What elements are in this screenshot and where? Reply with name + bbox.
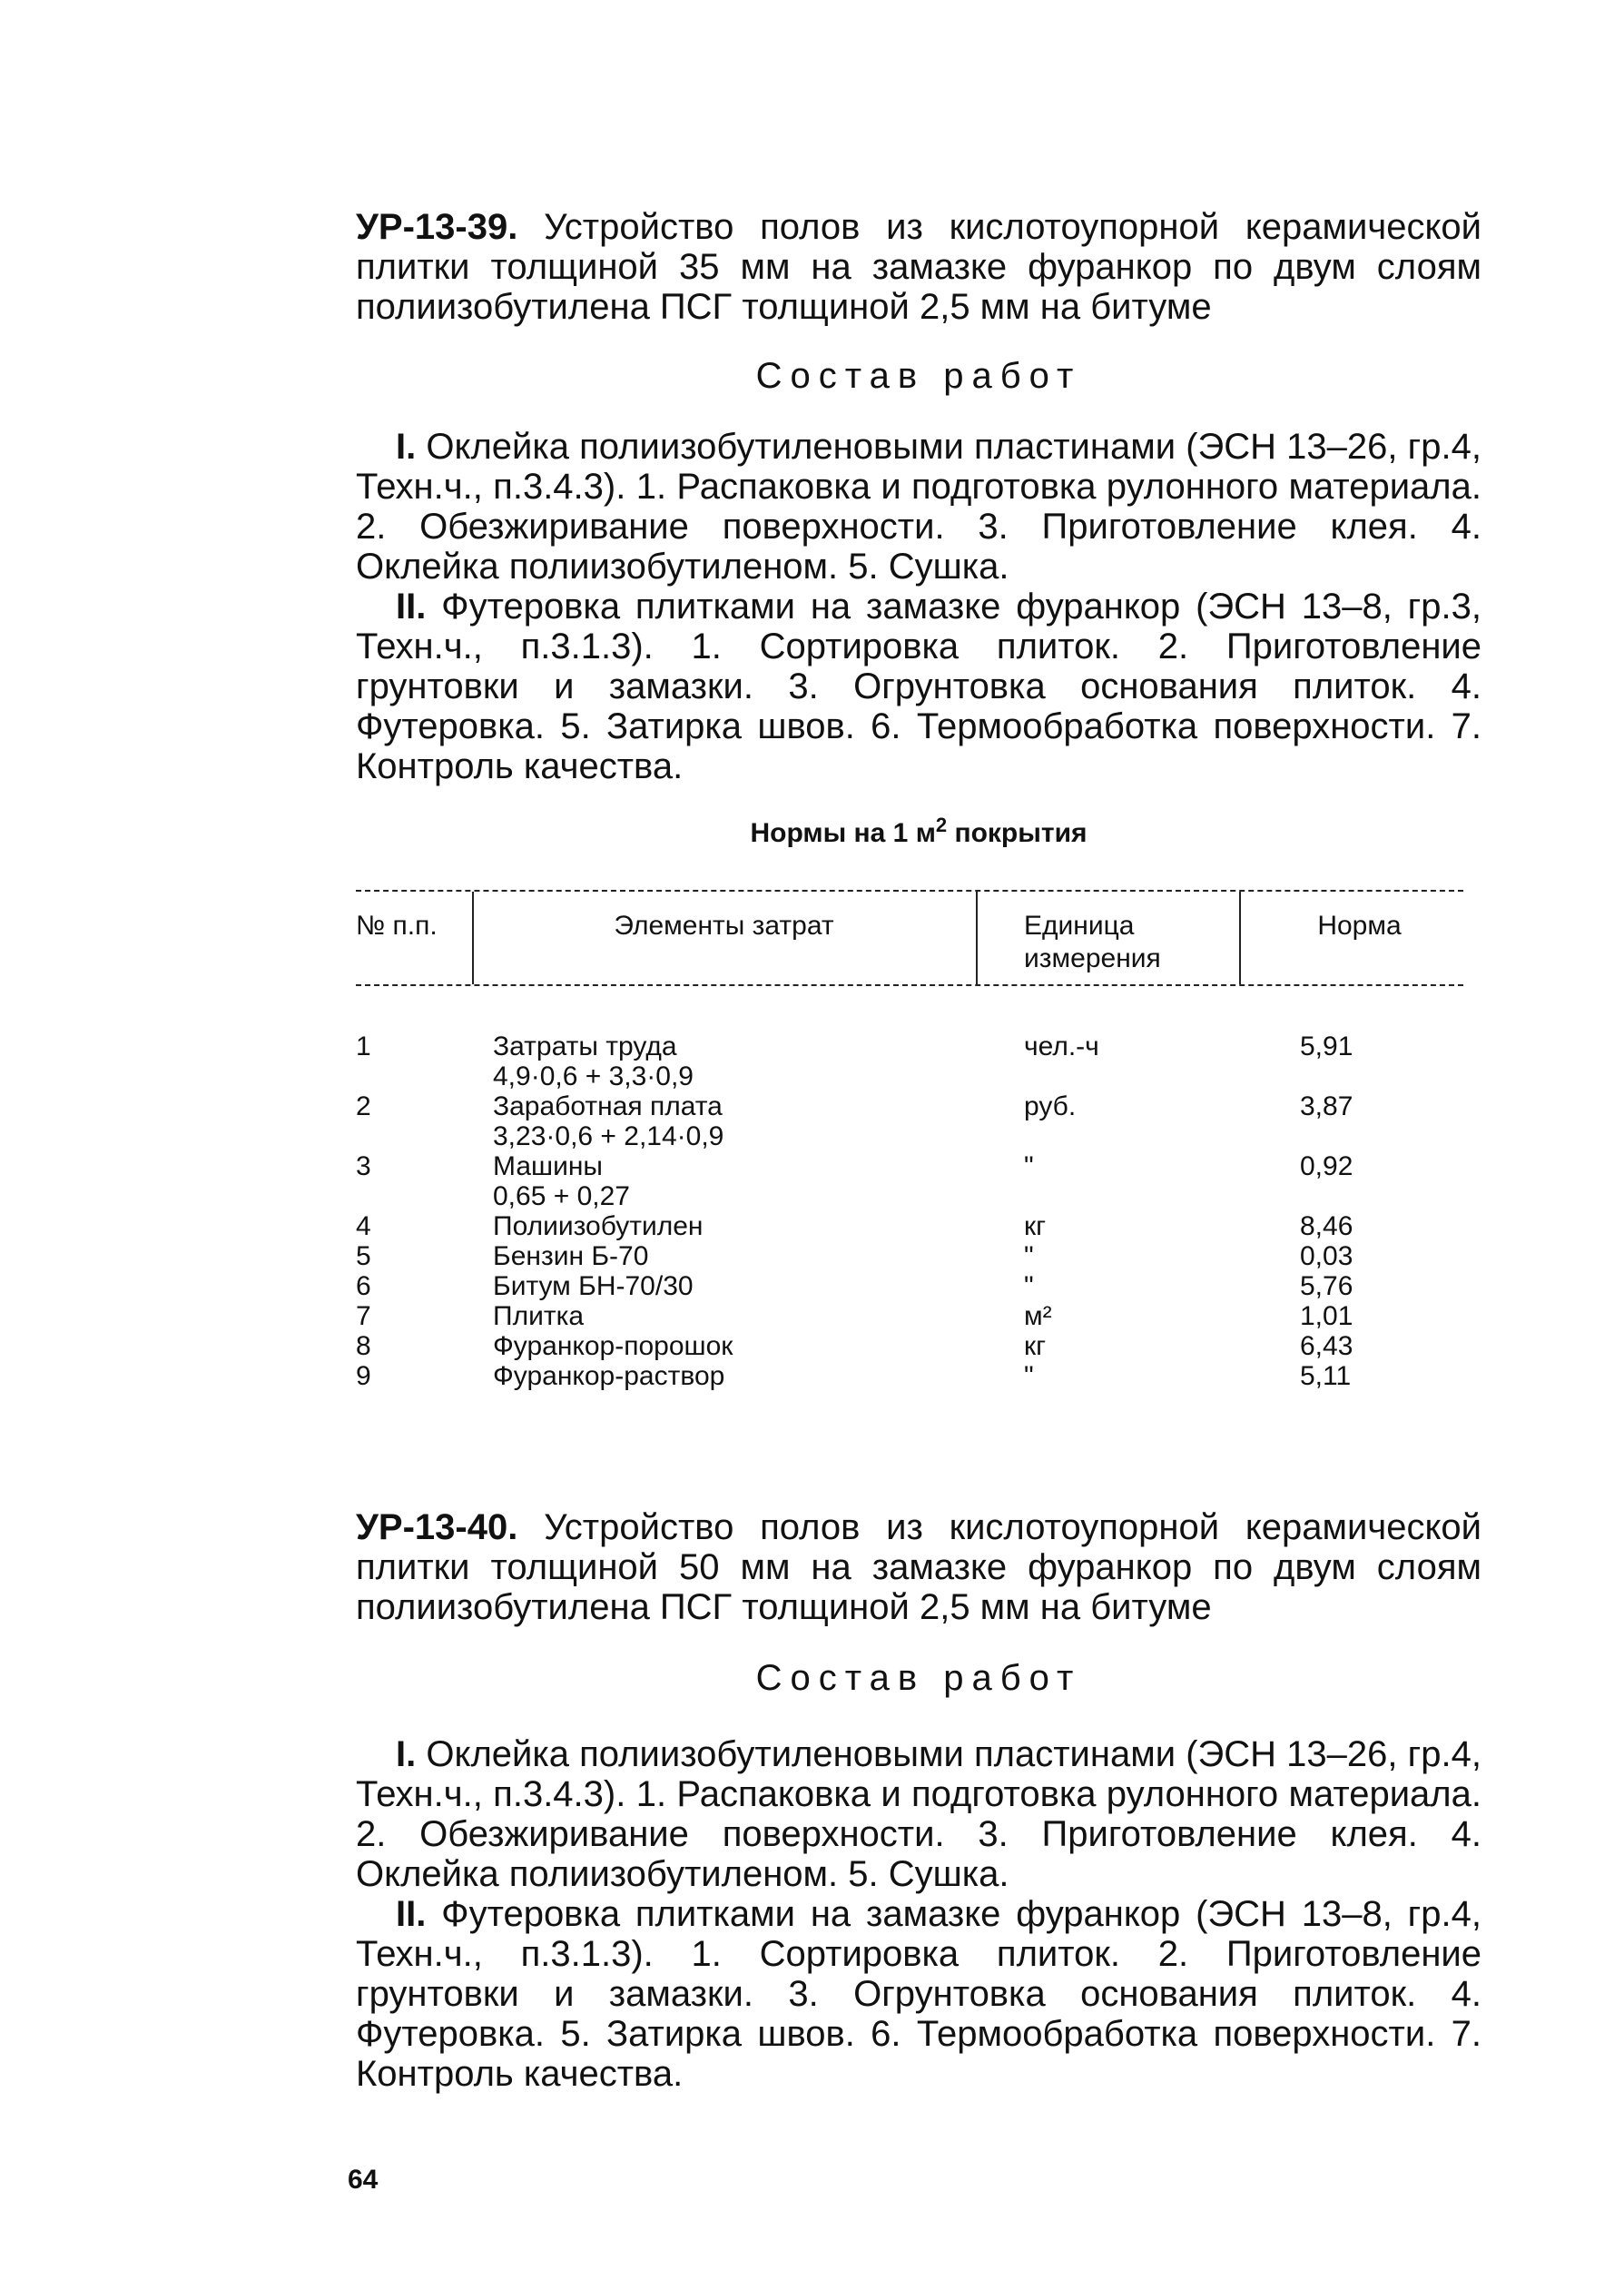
row-8-norm: 6,43: [1300, 1331, 1353, 1361]
row-8-unit: кг: [1024, 1331, 1047, 1361]
row-6-unit: ": [1024, 1271, 1034, 1301]
row-2-name: Заработная плата: [493, 1091, 723, 1121]
row-9-unit: ": [1024, 1361, 1034, 1391]
section-2-heading: Состав работ: [755, 1658, 1082, 1698]
row-7-name: Плитка: [493, 1301, 585, 1331]
item-text: Оклейка полиизобутиленовыми пластинами (ЭСН 13–26, гр.4, Техн.ч., п.3.4.3). 1. Распаковка и подготовка рулонного материала. 2. Обезжиривание поверхности. 3. Приготовление клея. 4. Оклейка полиизобутиленом. 5. Сушка.: [356, 1734, 1481, 1894]
row-1-formula: 4,9·0,6 + 3,3·0,9: [493, 1061, 694, 1091]
row-5-norm: 0,03: [1300, 1241, 1353, 1271]
header-elements: Элементы затрат: [614, 911, 834, 941]
row-6-name: Битум БН-70/30: [493, 1271, 694, 1301]
row-8-num: 8: [356, 1331, 371, 1361]
table-caption-main: Нормы на 1 м: [750, 818, 936, 848]
row-5-name: Бензин Б-70: [493, 1241, 649, 1271]
row-1-norm: 5,91: [1300, 1031, 1353, 1061]
row-5-num: 5: [356, 1241, 371, 1271]
row-7-norm: 1,01: [1300, 1301, 1353, 1331]
section-1-code: УР-13-39.: [356, 207, 518, 247]
header-num: № п.п.: [356, 911, 438, 941]
row-1-name: Затраты труда: [493, 1031, 677, 1061]
table-caption-sup: 2: [935, 814, 948, 836]
section-2-code: УР-13-40.: [356, 1507, 518, 1547]
row-6-num: 6: [356, 1271, 371, 1301]
item-text: Футеровка плитками на замазке фуранкор (ЭСН 13–8, гр.3, Техн.ч., п.3.1.3). 1. Сортировка плиток. 2. Приготовление грунтовки и замазки. 3. Огрунтовка основания плиток. 4. Футеровка. 5. Затирка швов. 6. Термообработка поверхности. 7. Контроль качества.: [356, 587, 1481, 786]
row-2-num: 2: [356, 1091, 371, 1121]
table-header-rule: [356, 984, 1463, 986]
table-caption: [356, 814, 1481, 849]
row-9-name: Фуранкор-раствор: [493, 1361, 725, 1391]
row-2-unit: руб.: [1024, 1091, 1077, 1121]
table-divider-2: [976, 892, 978, 984]
row-5-unit: ": [1024, 1241, 1034, 1271]
row-4-norm: 8,46: [1300, 1211, 1353, 1241]
table-divider-1: [472, 892, 474, 984]
row-8-name: Фуранкор-порошок: [493, 1331, 733, 1361]
row-4-name: Полиизобутилен: [493, 1211, 704, 1241]
row-3-num: 3: [356, 1151, 371, 1181]
table-top-rule: [356, 890, 1463, 892]
table-divider-3: [1239, 892, 1241, 984]
item-number: I.: [396, 427, 417, 467]
section-2-title-text: Устройство полов из кислотоупорной керамической плитки толщиной 50 мм на замазке фуранкор по двум слоям полиизобутилена ПСГ толщиной 2,5 мм на битуме: [356, 1507, 1481, 1627]
row-3-formula: 0,65 + 0,27: [493, 1181, 630, 1211]
row-4-unit: кг: [1024, 1211, 1047, 1241]
section-1-heading: Состав работ: [755, 356, 1082, 396]
section-1-item-1: [356, 427, 1481, 587]
row-9-num: 9: [356, 1361, 371, 1391]
row-7-unit: м²: [1024, 1301, 1052, 1331]
row-3-unit: ": [1024, 1151, 1034, 1181]
item-text: Футеровка плитками на замазке фуранкор (ЭСН 13–8, гр.4, Техн.ч., п.3.1.3). 1. Сортировка плиток. 2. Приготовление грунтовки и замазки. 3. Огрунтовка основания плиток. 4. Футеровка. 5. Затирка швов. 6. Термообработка поверхности. 7. Контроль качества.: [356, 1894, 1481, 2094]
row-9-norm: 5,11: [1300, 1361, 1352, 1391]
section-1-title: [356, 207, 1481, 327]
item-number: II.: [396, 587, 427, 627]
row-6-norm: 5,76: [1300, 1271, 1353, 1301]
section-1-items: [356, 427, 1481, 786]
section-2-items: [356, 1734, 1481, 2094]
section-1-title-text: Устройство полов из кислотоупорной керамической плитки толщиной 35 мм на замазке фуранкор по двум слоям полиизобутилена ПСГ толщиной 2,5 мм на битуме: [356, 207, 1481, 327]
item-number: II.: [396, 1894, 427, 1934]
row-3-norm: 0,92: [1300, 1151, 1353, 1181]
section-1-item-2: [356, 587, 1481, 786]
row-1-unit: чел.-ч: [1024, 1031, 1099, 1061]
table-caption-tail: покрытия: [947, 818, 1088, 848]
header-unit: Единица измерения: [1024, 911, 1161, 973]
section-2-item-2: [356, 1894, 1481, 2094]
section-2-title: [356, 1507, 1481, 1627]
row-2-norm: 3,87: [1300, 1091, 1353, 1121]
item-text: Оклейка полиизобутиленовыми пластинами (ЭСН 13–26, гр.4, Техн.ч., п.3.4.3). 1. Распаковка и подготовка рулонного материала. 2. Обезжиривание поверхности. 3. Приготовление клея. 4. Оклейка полиизобутиленом. 5. Сушка.: [356, 427, 1481, 587]
row-4-num: 4: [356, 1211, 371, 1241]
row-1-num: 1: [356, 1031, 371, 1061]
row-2-formula: 3,23·0,6 + 2,14·0,9: [493, 1121, 724, 1151]
item-number: I.: [396, 1734, 417, 1774]
row-7-num: 7: [356, 1301, 371, 1331]
header-norm: Норма: [1317, 911, 1402, 941]
page-number: 64: [348, 2165, 379, 2195]
row-3-name: Машины: [493, 1151, 603, 1181]
section-2-item-1: [356, 1734, 1481, 1894]
